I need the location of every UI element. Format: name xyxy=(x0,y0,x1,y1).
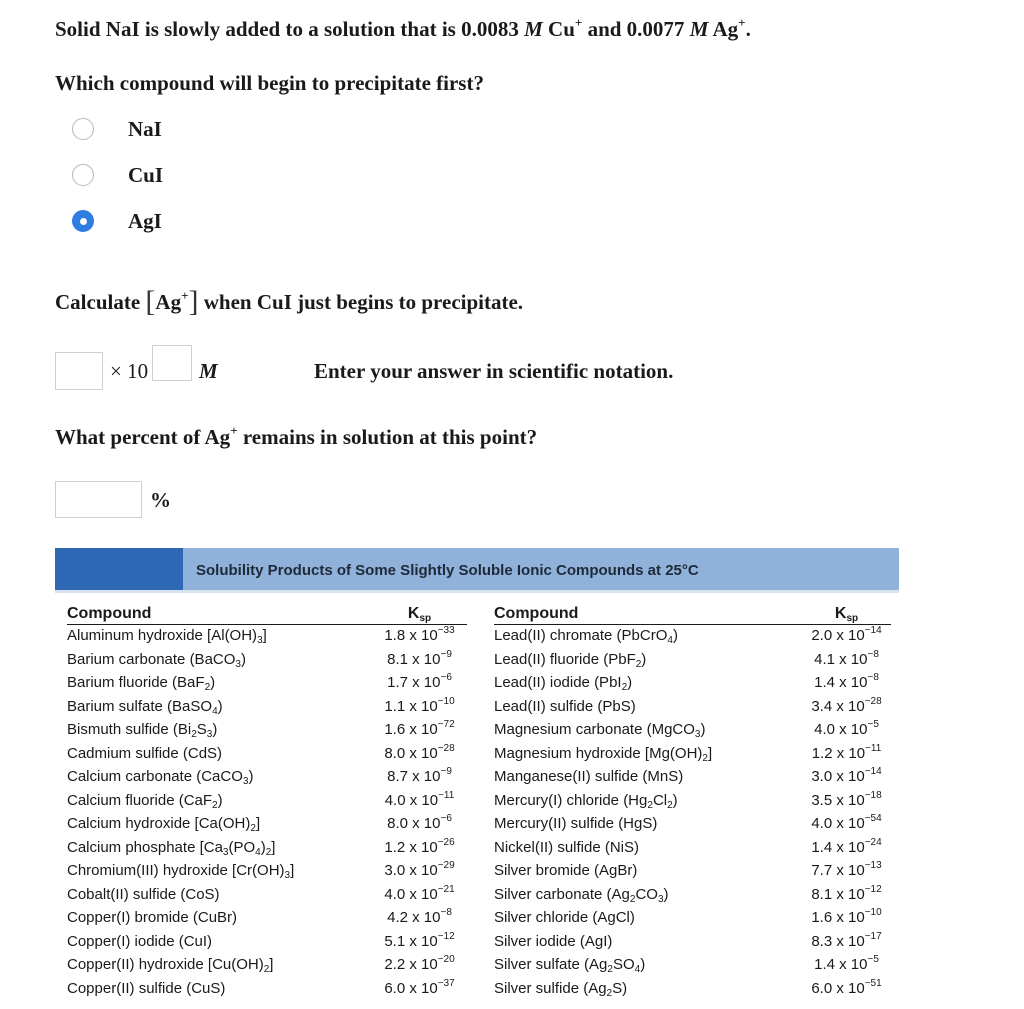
question-intro: Solid NaI is slowly added to a solution that is 0.0083 M Cu+ and 0.0077 M Ag+. xyxy=(55,15,751,41)
table-row-ksp: 6.0 x $10^{-51}$ xyxy=(811,977,882,997)
choice-cui[interactable] xyxy=(72,163,163,187)
table-row-compound: Lead(II) chromate (PbCrO$_4$) xyxy=(494,627,678,646)
column-header-compound: Compound xyxy=(494,605,579,622)
table-body xyxy=(55,593,899,1009)
table-row-compound: Barium fluoride (BaF$_2$) xyxy=(67,674,216,693)
table-row-compound: Bismuth sulfide $(Bi_2S_3)$ xyxy=(67,721,218,740)
choice-label: AgI xyxy=(128,208,162,233)
table-row-compound: Lead(II) sulfide (PbS) xyxy=(494,697,636,715)
times-ten-label: × 10 xyxy=(110,359,149,383)
table-row-ksp: 8.3 x $10^{-17}$ xyxy=(811,930,882,950)
table-row-ksp: 4.2 x $10^{-8}$ xyxy=(387,907,452,926)
table-row-compound: Magnesium hydroxide $[Mg(OH)_2]$ xyxy=(494,744,713,764)
table-row-ksp: 5.1 x $10^{-12}$ xyxy=(384,930,455,950)
table-row-ksp: 8.7 x $10^{-9}$ xyxy=(387,766,452,785)
percent-input[interactable] xyxy=(55,481,142,518)
scientific-notation-hint: Enter your answer in scientific notation. xyxy=(314,359,674,383)
header-rule-left xyxy=(67,624,467,625)
table-row-ksp: 8.1 x $10^{-9}$ xyxy=(387,648,452,668)
table-row-compound: Copper(I) bromide (CuBr) xyxy=(67,909,238,926)
table-row-ksp: 8.0 x $10^{-28}$ xyxy=(384,742,455,762)
table-row-ksp: 7.7 x $10^{-13}$ xyxy=(811,860,882,879)
coefficient-input[interactable] xyxy=(55,352,103,390)
molar-unit: M xyxy=(524,17,543,41)
column-header-compound: Compound xyxy=(67,605,152,622)
choice-agi[interactable] xyxy=(72,209,162,233)
table-row-ksp: 2.0 x $10^{-14}$ xyxy=(811,625,882,644)
header-rule-right xyxy=(494,624,891,625)
table-row-compound: Silver iodide (AgI) xyxy=(494,932,613,950)
table-row-compound: Mercury(I) chloride $(Hg_2Cl_2)$ xyxy=(494,791,678,811)
left-ksp-column xyxy=(372,604,467,1000)
table-row-ksp: 1.2 x $10^{-26}$ xyxy=(384,836,455,856)
right-compound-column xyxy=(494,604,799,1000)
table-row-ksp: 6.0 x $10^{-37}$ xyxy=(384,977,455,997)
table-row-compound: Silver sulfate $(Ag_2SO_4)$ xyxy=(494,956,646,975)
table-row-compound: Barium carbonate (BaCO$_3$) xyxy=(67,650,246,670)
column-header-ksp: $K_{sp}$ xyxy=(834,605,859,624)
table-row-ksp: 4.1 x $10^{-8}$ xyxy=(814,648,879,668)
table-row-compound: Silver sulfide $(Ag_2S)$ xyxy=(494,979,628,999)
column-header-ksp: $K_{sp}$ xyxy=(407,605,432,624)
choice-label: NaI xyxy=(128,116,162,141)
table-row-compound: Lead(II) iodide (PbI$_2$) xyxy=(494,674,633,693)
table-row-ksp: 1.6 x $10^{-72}$ xyxy=(384,719,455,738)
table-row-ksp: 4.0 x $10^{-5}$ xyxy=(814,719,879,738)
table-row-compound: Mercury(II) sulfide (HgS) xyxy=(494,815,658,832)
table-row-ksp: 1.2 x $10^{-11}$ xyxy=(811,742,882,762)
table-row-ksp: 4.0 x $10^{-54}$ xyxy=(811,813,882,832)
table-row-compound: Copper(II) hydroxide $[Cu(OH)_2]$ xyxy=(67,956,274,975)
table-row-compound: Magnesium carbonate (MgCO$_3$) xyxy=(494,721,706,740)
table-row-compound: Barium sulfate (BaSO$_4$) xyxy=(67,697,223,717)
table-row-compound: Silver chloride (AgCl) xyxy=(494,909,635,926)
question-percent-ag: What percent of Ag+ remains in solution at this point? xyxy=(55,423,538,449)
table-row-compound: Chromium(III) hydroxide $[Cr(OH)_3]$ xyxy=(67,862,295,881)
table-row-compound: Manganese(II) sulfide (MnS) xyxy=(494,768,684,785)
table-title: Solubility Products of Some Slightly Soluble Ionic Compounds at 25°C xyxy=(196,562,699,579)
table-row-ksp: 1.4 x $10^{-24}$ xyxy=(811,836,882,856)
table-row-ksp: 1.8 x $10^{-33}$ xyxy=(384,625,455,644)
table-header-accent xyxy=(55,548,183,590)
table-row-ksp: 8.1 x $10^{-12}$ xyxy=(811,883,882,903)
percent-unit: % xyxy=(150,488,171,512)
table-row-compound: Silver carbonate $(Ag_2CO_3)$ xyxy=(494,885,669,905)
question-calc-ag: Calculate [Ag+] when CuI just begins to precipitate. xyxy=(55,285,524,318)
radio-cui[interactable] xyxy=(72,164,94,186)
table-row-compound: Calcium phosphate $[Ca_3(PO_4)_2]$ xyxy=(67,838,276,858)
table-row-ksp: 1.4 x $10^{-8}$ xyxy=(814,672,879,691)
table-row-compound: Silver bromide (AgBr) xyxy=(494,862,638,879)
exponent-input[interactable] xyxy=(152,345,192,381)
table-row-compound: Aluminum hydroxide $[Al(OH)_3]$ xyxy=(67,627,267,646)
table-row-ksp: 1.6 x $10^{-10}$ xyxy=(811,907,882,926)
radio-nai[interactable] xyxy=(72,118,94,140)
table-row-compound: Cobalt(II) sulfide (CoS) xyxy=(67,885,220,903)
choice-nai[interactable] xyxy=(72,117,162,141)
table-row-compound: Lead(II) fluoride (PbF$_2$) xyxy=(494,650,647,670)
table-row-compound: Nickel(II) sulfide (NiS) xyxy=(494,838,640,856)
table-row-compound: Cadmium sulfide (CdS) xyxy=(67,744,223,762)
table-row-compound: Calcium carbonate (CaCO$_3$) xyxy=(67,768,254,787)
table-row-compound: Copper(I) iodide (CuI) xyxy=(67,932,213,950)
radio-agi-selected[interactable] xyxy=(72,210,94,232)
table-header xyxy=(55,548,899,590)
table-row-ksp: 4.0 x $10^{-21}$ xyxy=(384,883,455,903)
table-row-ksp: 1.7 x $10^{-6}$ xyxy=(387,672,452,691)
right-ksp-column xyxy=(799,604,894,1000)
choice-label: CuI xyxy=(128,162,164,187)
question-precipitate-first: Which compound will begin to precipitate first? xyxy=(55,71,484,95)
table-row-ksp: 4.0 x $10^{-11}$ xyxy=(384,789,455,809)
table-row-compound: Copper(II) sulfide (CuS) xyxy=(67,979,226,997)
molar-unit-label: M xyxy=(199,359,218,383)
table-row-compound: Calcium fluoride (CaF$_2$) xyxy=(67,791,223,811)
table-row-ksp: 3.0 x $10^{-14}$ xyxy=(811,766,882,785)
table-row-ksp: 1.4 x $10^{-5}$ xyxy=(814,954,879,973)
table-row-compound: Calcium hydroxide $[Ca(OH)_2]$ xyxy=(67,815,261,834)
table-row-ksp: 1.1 x $10^{-10}$ xyxy=(384,695,455,715)
table-row-ksp: 3.0 x $10^{-29}$ xyxy=(384,860,455,879)
table-row-ksp: 8.0 x $10^{-6}$ xyxy=(387,813,452,832)
table-row-ksp: 3.4 x $10^{-28}$ xyxy=(811,695,882,715)
table-row-ksp: 2.2 x $10^{-20}$ xyxy=(384,954,455,973)
ksp-table xyxy=(55,548,899,1009)
left-compound-column xyxy=(67,604,372,1000)
table-row-ksp: 3.5 x $10^{-18}$ xyxy=(811,789,882,809)
